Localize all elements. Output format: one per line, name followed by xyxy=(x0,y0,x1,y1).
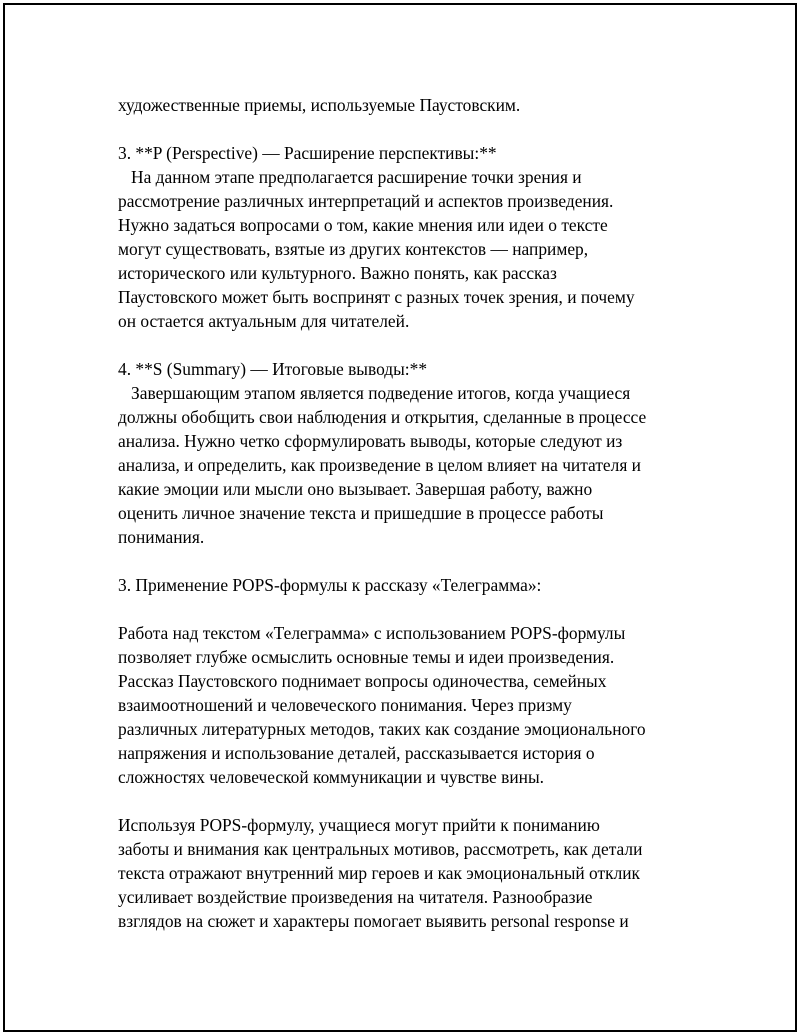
document-body xyxy=(118,93,718,933)
text-line: Используя POPS-формулу, учащиеся могут прийти к пониманию xyxy=(118,815,600,835)
text-line: анализа, и определить, как произведение в целом влияет на читателя и xyxy=(118,455,641,475)
text-line: 3. Применение POPS-формулы к рассказу «Телеграмма»: xyxy=(118,575,542,595)
text-line: Паустовского может быть воспринят с разных точек зрения, и почему xyxy=(118,287,635,307)
text-line: Рассказ Паустовского поднимает вопросы одиночества, семейных xyxy=(118,671,607,691)
text-line: какие эмоции или мысли оно вызывает. Завершая работу, важно xyxy=(118,479,593,499)
text-line: сложностях человеческой коммуникации и чувстве вины. xyxy=(118,767,544,787)
text-line: художественные приемы, используемые Паустовским. xyxy=(118,95,521,115)
text-line: напряжения и использование деталей, рассказывается история о xyxy=(118,743,595,763)
paragraph-gap xyxy=(118,549,718,573)
paragraph xyxy=(118,141,718,333)
text-line: должны обобщить свои наблюдения и открытия, сделанные в процессе xyxy=(118,407,647,427)
text-line: 3. **P (Perspective) — Расширение перспективы:** xyxy=(118,143,497,163)
text-line: взглядов на сюжет и характеры помогает выявить personal response и xyxy=(118,911,629,931)
paragraph xyxy=(118,621,718,789)
text-line: он остается актуальным для читателей. xyxy=(118,311,410,331)
text-line: анализа. Нужно четко сформулировать выводы, которые следуют из xyxy=(118,431,623,451)
paragraph-gap xyxy=(118,789,718,813)
paragraph xyxy=(118,93,718,117)
text-line: Завершающим этапом является подведение итогов, когда учащиеся xyxy=(131,383,631,403)
text-line: позволяет глубже осмыслить основные темы и идеи произведения. xyxy=(118,647,615,667)
paragraph-gap xyxy=(118,333,718,357)
text-line: различных литературных методов, таких как создание эмоционального xyxy=(118,719,646,739)
text-line: Работа над текстом «Телеграмма» с использованием POPS-формулы xyxy=(118,623,626,643)
text-line: 4. **S (Summary) — Итоговые выводы:** xyxy=(118,359,428,379)
text-line: На данном этапе предполагается расширение точки зрения и xyxy=(131,167,582,187)
text-line: исторического или культурного. Важно понять, как рассказ xyxy=(118,263,557,283)
text-line: Нужно задаться вопросами о том, какие мнения или идеи о тексте xyxy=(118,215,608,235)
text-line: заботы и внимания как центральных мотивов, рассмотреть, как детали xyxy=(118,839,643,859)
text-line: взаимоотношений и человеческого понимания. Через призму xyxy=(118,695,572,715)
text-line: оценить личное значение текста и пришедшие в процессе работы xyxy=(118,503,604,523)
paragraph-gap xyxy=(118,597,718,621)
text-line: усиливает воздействие произведения на читателя. Разнообразие xyxy=(118,887,593,907)
text-line: рассмотрение различных интерпретаций и аспектов произведения. xyxy=(118,191,614,211)
paragraph xyxy=(118,813,718,933)
text-line: понимания. xyxy=(118,527,205,547)
text-line: могут существовать, взятые из других контекстов — например, xyxy=(118,239,589,259)
paragraph xyxy=(118,357,718,549)
text-line: текста отражают внутренний мир героев и как эмоциональный отклик xyxy=(118,863,640,883)
paragraph xyxy=(118,573,718,597)
paragraph-gap xyxy=(118,117,718,141)
